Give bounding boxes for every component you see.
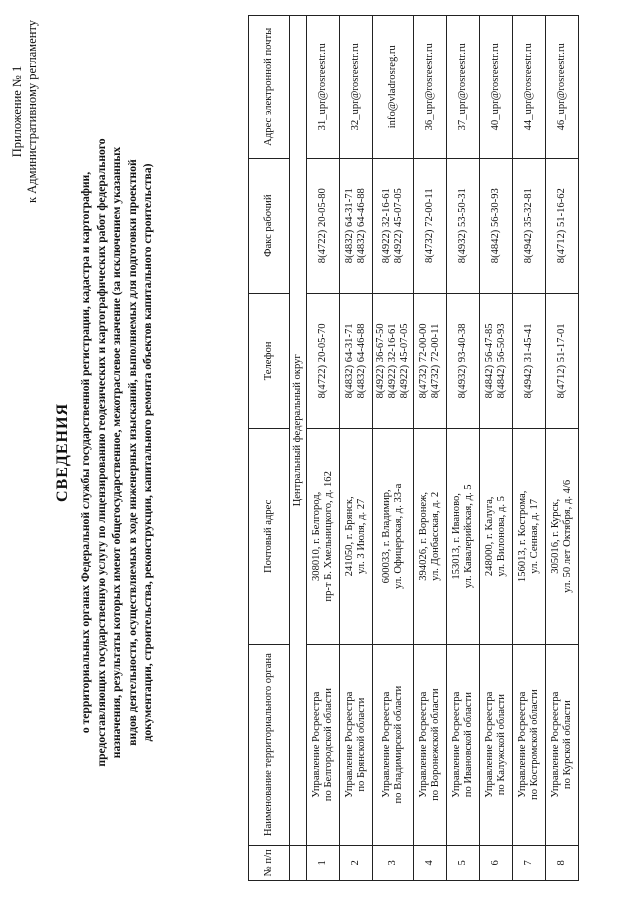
office-name-line: Управление Росреестра [484, 691, 495, 798]
office-name-line: Управление Росреестра [381, 691, 392, 798]
fax-number [447, 158, 480, 293]
postal-address-line: пр-т Б. Хмельницкого, д. 162 [323, 471, 334, 602]
subtitle-line: видов деятельности, осуществляемых в ходе инженерных изысканий, выполняемых для подготовки проектной [125, 159, 139, 746]
subtitle-line: назначения, результаты которых имеют общегосударственное, межотраслевое значение (за исключением указанных [110, 146, 124, 759]
postal-address-line: ул. Сенная, д. 17 [529, 498, 540, 574]
email-address: 31_upr@rosreestr.ru [307, 16, 340, 159]
phone-number-line: 8(4922) 32-16-61 [387, 323, 398, 399]
row-number: 1 [307, 845, 340, 880]
office-name [340, 644, 373, 845]
table-row [373, 16, 414, 881]
postal-address [340, 429, 373, 645]
postal-address [480, 429, 513, 645]
fax-number-line: 8(4842) 56-30-93 [490, 188, 501, 264]
region-row [290, 16, 307, 881]
fax-number-line: 8(4932) 53-50-31 [457, 188, 468, 264]
postal-address-line: 394026, г. Воронеж, [418, 491, 429, 581]
office-name [373, 644, 414, 845]
row-number: 6 [480, 845, 513, 880]
fax-number [546, 158, 579, 293]
fax-number [340, 158, 373, 293]
phone-number-line: 8(4722) 20-05-70 [317, 323, 328, 399]
phone-number-line: 8(4832) 64-46-88 [356, 323, 367, 399]
postal-address-line: ул. 50 лет Октября, д. 4/6 [562, 479, 573, 593]
table-header-row [249, 16, 290, 881]
phone-number [480, 293, 513, 428]
fax-number [414, 158, 447, 293]
email-address: 46_upr@rosreestr.ru [546, 16, 579, 159]
postal-address-line: 153013, г. Иваново, [451, 493, 462, 580]
phone-number [414, 293, 447, 428]
table-row [307, 16, 340, 881]
fax-number [373, 158, 414, 293]
office-name-line: по Костромской области [529, 689, 540, 800]
email-address: 40_upr@rosreestr.ru [480, 16, 513, 159]
row-number: 3 [373, 845, 414, 880]
offices-table [248, 15, 579, 881]
phone-number-line: 8(4732) 72-00-11 [430, 323, 441, 399]
row-number: 5 [447, 845, 480, 880]
appendix-line-1: Приложение № 1 [10, 65, 24, 158]
email-address: 37_upr@rosreestr.ru [447, 16, 480, 159]
phone-number [513, 293, 546, 428]
fax-number [307, 158, 340, 293]
phone-number-line: 8(4732) 72-00-00 [418, 323, 429, 399]
postal-address-line: 305016, г. Курск, [550, 498, 561, 574]
fax-number-line: 8(4942) 35-32-81 [523, 188, 534, 264]
office-name [414, 644, 447, 845]
column-header-name: Наименование территориального органа [249, 644, 290, 845]
office-name [480, 644, 513, 845]
row-number: 2 [340, 845, 373, 880]
phone-number [307, 293, 340, 428]
region-label: Центральный федеральный округ [290, 16, 307, 846]
postal-address [307, 429, 340, 645]
office-name-line: Управление Росреестра [418, 691, 429, 798]
office-name-line: по Владимирской области [393, 685, 404, 804]
postal-address-line: 156013, г. Кострома, [517, 490, 528, 583]
region-empty-cell [290, 845, 307, 880]
postal-address [513, 429, 546, 645]
fax-number-line: 8(4832) 64-46-88 [356, 188, 367, 264]
document-title: СВЕДЕНИЯ [54, 402, 71, 503]
office-name [546, 644, 579, 845]
postal-address-line: ул. Кавалерийская, д. 5 [463, 484, 474, 589]
table-row [546, 16, 579, 881]
office-name [513, 644, 546, 845]
postal-address-line: 600033, г. Владимир, [381, 489, 392, 584]
phone-number [340, 293, 373, 428]
postal-address [447, 429, 480, 645]
postal-address [373, 429, 414, 645]
fax-number-line: 8(4832) 64-31-71 [344, 188, 355, 264]
subtitle-line: предоставляющих государственную услугу по лицензированию геодезических и картографических работ федерального [94, 138, 108, 767]
row-number: 7 [513, 845, 546, 880]
office-name-line: по Воронежской области [430, 688, 441, 801]
fax-number-line: 8(4722) 20-05-80 [317, 188, 328, 264]
column-header-number: № п/п [249, 845, 290, 880]
office-name-line: Управление Росреестра [550, 691, 561, 798]
phone-number [447, 293, 480, 428]
email-address: 44_upr@rosreestr.ru [513, 16, 546, 159]
office-name-line: Управление Росреестра [311, 691, 322, 798]
office-name [447, 644, 480, 845]
postal-address-line: ул. Офицерская, д. 33-а [393, 483, 404, 590]
phone-number-line: 8(4932) 93-40-38 [457, 323, 468, 399]
fax-number-line: 8(4922) 32-16-61 [381, 188, 392, 264]
email-address: info@vladrosreg.ru [373, 16, 414, 159]
phone-number-line: 8(4842) 56-50-93 [496, 323, 507, 399]
postal-address [546, 429, 579, 645]
office-name-line: Управление Росреестра [451, 691, 462, 798]
table-row [414, 16, 447, 881]
row-number: 4 [414, 845, 447, 880]
office-name-line: Управление Росреестра [517, 691, 528, 798]
office-name-line: по Курской области [562, 700, 573, 790]
postal-address-line: ул. 3 Июля, д. 27 [356, 498, 367, 575]
phone-number-line: 8(4842) 56-47-85 [484, 323, 495, 399]
document-subtitle [78, 40, 156, 865]
table-row [480, 16, 513, 881]
column-header-phone: Телефон [249, 293, 290, 428]
phone-number-line: 8(4832) 64-31-71 [344, 323, 355, 399]
postal-address-line: ул. Донбасская, д. 2 [430, 491, 441, 581]
subtitle-line: документации, строительства, реконструкции, капитального ремонта объектов капитального строительства) [141, 163, 155, 742]
email-address: 32_upr@rosreestr.ru [340, 16, 373, 159]
phone-number [546, 293, 579, 428]
office-name-line: Управление Росреестра [344, 691, 355, 798]
table-body [290, 16, 579, 881]
email-address: 36_upr@rosreestr.ru [414, 16, 447, 159]
appendix-line-2: к Административному регламенту [25, 20, 39, 204]
office-name-line: по Белгородской области [323, 688, 334, 802]
column-header-address: Почтовый адрес [249, 429, 290, 645]
table-row [513, 16, 546, 881]
phone-number-line: 8(4922) 36-67-50 [375, 323, 386, 399]
office-name-line: по Калужской области [496, 694, 507, 796]
column-header-fax: Факс рабочий [249, 158, 290, 293]
appendix-note [10, 20, 40, 203]
column-header-email: Адрес электронной почты [249, 16, 290, 159]
phone-number-line: 8(4942) 31-45-41 [523, 323, 534, 399]
table-row [340, 16, 373, 881]
office-name-line: по Брянской области [356, 697, 367, 792]
postal-address-line: 308010, г. Белгород, [311, 491, 322, 581]
table-row [447, 16, 480, 881]
postal-address [414, 429, 447, 645]
postal-address-line: ул. Вилонова, д. 5 [496, 496, 507, 577]
fax-number [513, 158, 546, 293]
fax-number-line: 8(4732) 72-00-11 [424, 188, 435, 264]
fax-number [480, 158, 513, 293]
postal-address-line: 248000, г. Калуга, [484, 496, 495, 577]
fax-number-line: 8(4712) 51-16-62 [556, 188, 567, 264]
phone-number-line: 8(4712) 51-17-01 [556, 323, 567, 399]
row-number: 8 [546, 845, 579, 880]
phone-number-line: 8(4922) 45-07-05 [399, 323, 410, 399]
phone-number [373, 293, 414, 428]
subtitle-line: о территориальных органах Федеральной службы государственной регистрации, кадастра и картографии, [79, 171, 92, 734]
office-name [307, 644, 340, 845]
office-name-line: по Ивановской области [463, 692, 474, 798]
fax-number-line: 8(4922) 45-07-05 [393, 188, 404, 264]
postal-address-line: 241050, г. Брянск, [344, 496, 355, 577]
